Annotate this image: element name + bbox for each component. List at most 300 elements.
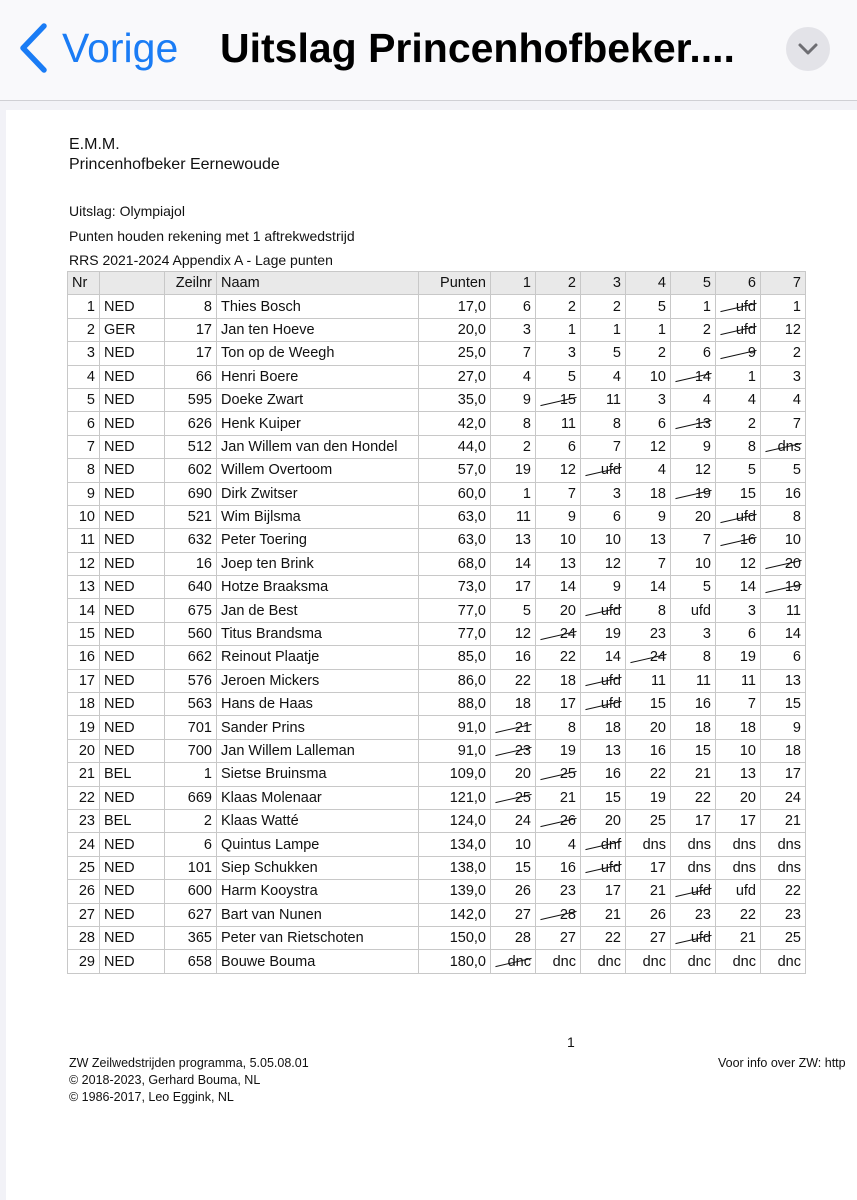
nation-cell: NED <box>100 926 165 949</box>
race-score: 10 <box>761 529 806 552</box>
race-score: 22 <box>626 763 671 786</box>
sail-number-cell: 700 <box>165 739 217 762</box>
nation-cell: NED <box>100 342 165 365</box>
race-score: 16 <box>761 482 806 505</box>
race-score: 8 <box>716 435 761 458</box>
race-score: 9 <box>581 576 626 599</box>
rank-cell: 10 <box>68 505 100 528</box>
sail-number-cell: 576 <box>165 669 217 692</box>
race-score: 13 <box>716 763 761 786</box>
name-cell: Peter Toering <box>217 529 419 552</box>
race-score: 4 <box>626 459 671 482</box>
race-score: 18 <box>626 482 671 505</box>
points-cell: 91,0 <box>419 739 491 762</box>
race-score: ufd <box>671 599 716 622</box>
race-score: 20 <box>536 599 581 622</box>
rank-cell: 4 <box>68 365 100 388</box>
race-score: 10 <box>491 833 536 856</box>
sail-number-cell: 2 <box>165 809 217 832</box>
race-score: 3 <box>761 365 806 388</box>
table-row <box>68 482 806 505</box>
chevron-down-icon <box>797 42 819 56</box>
race-score: 8 <box>491 412 536 435</box>
nation-cell: NED <box>100 786 165 809</box>
race-score: 17 <box>491 576 536 599</box>
rank-cell: 27 <box>68 903 100 926</box>
race-score: dns <box>671 856 716 879</box>
nation-cell: NED <box>100 482 165 505</box>
sail-number-cell: 662 <box>165 646 217 669</box>
race-score: 2 <box>491 435 536 458</box>
race-score: 2 <box>671 318 716 341</box>
race-score: 25 <box>626 809 671 832</box>
race-score: 21 <box>581 903 626 926</box>
discarded-race-score: ufd <box>716 295 761 318</box>
table-row <box>68 646 806 669</box>
points-cell: 68,0 <box>419 552 491 575</box>
back-button[interactable] <box>18 22 178 74</box>
sail-number-cell: 101 <box>165 856 217 879</box>
race-score: 10 <box>536 529 581 552</box>
race-score: dns <box>626 833 671 856</box>
race-score: dnc <box>671 950 716 973</box>
page-title: Uitslag Princenhofbeker.... <box>220 25 735 71</box>
race-score: dns <box>716 856 761 879</box>
nation-cell: NED <box>100 295 165 318</box>
nation-cell: NED <box>100 716 165 739</box>
sail-number-cell: 701 <box>165 716 217 739</box>
race-score: 2 <box>716 412 761 435</box>
col-header: Punten <box>419 272 491 295</box>
sail-number-cell: 595 <box>165 388 217 411</box>
discarded-race-score: 23 <box>491 739 536 762</box>
discarded-race-score: 13 <box>671 412 716 435</box>
discarded-race-score: 24 <box>626 646 671 669</box>
race-score: 22 <box>491 669 536 692</box>
discarded-race-score: dns <box>761 435 806 458</box>
table-row <box>68 786 806 809</box>
sail-number-cell: 17 <box>165 342 217 365</box>
nation-cell: NED <box>100 388 165 411</box>
discarded-race-score: dnf <box>581 833 626 856</box>
col-header: 6 <box>716 272 761 295</box>
points-cell: 85,0 <box>419 646 491 669</box>
race-score: 21 <box>536 786 581 809</box>
rank-cell: 14 <box>68 599 100 622</box>
table-row <box>68 412 806 435</box>
name-cell: Jan de Best <box>217 599 419 622</box>
discarded-race-score: 19 <box>671 482 716 505</box>
nation-cell: NED <box>100 435 165 458</box>
race-score: dnc <box>536 950 581 973</box>
sail-number-cell: 560 <box>165 622 217 645</box>
rank-cell: 3 <box>68 342 100 365</box>
points-cell: 17,0 <box>419 295 491 318</box>
table-row <box>68 599 806 622</box>
points-cell: 77,0 <box>419 599 491 622</box>
race-score: 12 <box>671 459 716 482</box>
discarded-race-score: ufd <box>581 669 626 692</box>
race-score: 28 <box>491 926 536 949</box>
race-score: 16 <box>491 646 536 669</box>
page-number: 1 <box>567 1034 575 1050</box>
race-score: 13 <box>626 529 671 552</box>
col-header: 1 <box>491 272 536 295</box>
table-row <box>68 529 806 552</box>
rank-cell: 7 <box>68 435 100 458</box>
program-version: ZW Zeilwedstrijden programma, 5.05.08.01 <box>69 1056 309 1070</box>
race-score: 7 <box>671 529 716 552</box>
race-score: 6 <box>716 622 761 645</box>
rank-cell: 13 <box>68 576 100 599</box>
race-score: 17 <box>626 856 671 879</box>
race-score: 6 <box>581 505 626 528</box>
points-cell: 138,0 <box>419 856 491 879</box>
race-score: 11 <box>761 599 806 622</box>
race-score: 15 <box>626 693 671 716</box>
race-score: 8 <box>761 505 806 528</box>
rank-cell: 25 <box>68 856 100 879</box>
sail-number-cell: 658 <box>165 950 217 973</box>
discarded-race-score: 21 <box>491 716 536 739</box>
discarded-race-score: dnc <box>491 950 536 973</box>
name-cell: Henk Kuiper <box>217 412 419 435</box>
race-score: 7 <box>716 693 761 716</box>
discarded-race-score: 26 <box>536 809 581 832</box>
race-score: 25 <box>761 926 806 949</box>
rank-cell: 28 <box>68 926 100 949</box>
rank-cell: 5 <box>68 388 100 411</box>
race-score: dns <box>716 833 761 856</box>
points-cell: 60,0 <box>419 482 491 505</box>
race-score: 8 <box>536 716 581 739</box>
points-cell: 109,0 <box>419 763 491 786</box>
race-score: 17 <box>671 809 716 832</box>
race-score: 12 <box>581 552 626 575</box>
points-cell: 139,0 <box>419 880 491 903</box>
discard-line: Punten houden rekening met 1 aftrekwedstrijd <box>69 228 355 244</box>
discarded-race-score: ufd <box>671 926 716 949</box>
table-row <box>68 388 806 411</box>
rank-cell: 19 <box>68 716 100 739</box>
rank-cell: 18 <box>68 693 100 716</box>
race-score: 13 <box>491 529 536 552</box>
race-score: 20 <box>671 505 716 528</box>
race-score: 23 <box>671 903 716 926</box>
col-header: 3 <box>581 272 626 295</box>
nation-cell: NED <box>100 365 165 388</box>
table-row <box>68 435 806 458</box>
discarded-race-score: ufd <box>716 505 761 528</box>
table-row <box>68 739 806 762</box>
race-score: 14 <box>581 646 626 669</box>
sail-number-cell: 365 <box>165 926 217 949</box>
rank-cell: 11 <box>68 529 100 552</box>
race-score: 21 <box>761 809 806 832</box>
points-cell: 88,0 <box>419 693 491 716</box>
nation-cell: NED <box>100 576 165 599</box>
sail-number-cell: 1 <box>165 763 217 786</box>
points-cell: 27,0 <box>419 365 491 388</box>
nav-bar <box>0 0 857 101</box>
rank-cell: 24 <box>68 833 100 856</box>
rank-cell: 8 <box>68 459 100 482</box>
points-cell: 44,0 <box>419 435 491 458</box>
race-score: 22 <box>761 880 806 903</box>
race-score: 5 <box>716 459 761 482</box>
race-score: 24 <box>761 786 806 809</box>
table-row <box>68 926 806 949</box>
race-score: 18 <box>716 716 761 739</box>
name-cell: Hans de Haas <box>217 693 419 716</box>
race-score: 5 <box>671 576 716 599</box>
points-cell: 121,0 <box>419 786 491 809</box>
points-cell: 150,0 <box>419 926 491 949</box>
name-cell: Hotze Braaksma <box>217 576 419 599</box>
race-score: 16 <box>581 763 626 786</box>
sail-number-cell: 521 <box>165 505 217 528</box>
race-score: 11 <box>671 669 716 692</box>
race-score: 4 <box>761 388 806 411</box>
race-score: 18 <box>581 716 626 739</box>
points-cell: 42,0 <box>419 412 491 435</box>
race-score: 22 <box>536 646 581 669</box>
name-cell: Titus Brandsma <box>217 622 419 645</box>
discarded-race-score: ufd <box>671 880 716 903</box>
table-row <box>68 622 806 645</box>
race-score: 22 <box>671 786 716 809</box>
discarded-race-score: 15 <box>536 388 581 411</box>
race-score: 21 <box>716 926 761 949</box>
points-cell: 86,0 <box>419 669 491 692</box>
event-name: Princenhofbeker Eernewoude <box>69 156 280 173</box>
race-score: 23 <box>761 903 806 926</box>
rank-cell: 17 <box>68 669 100 692</box>
race-score: 11 <box>716 669 761 692</box>
document-page[interactable] <box>6 110 857 1200</box>
copyright-line: © 2018-2023, Gerhard Bouma, NL <box>69 1073 261 1087</box>
table-row <box>68 669 806 692</box>
race-score: 19 <box>491 459 536 482</box>
rank-cell: 16 <box>68 646 100 669</box>
nation-cell: BEL <box>100 809 165 832</box>
sail-number-cell: 8 <box>165 295 217 318</box>
name-cell: Reinout Plaatje <box>217 646 419 669</box>
race-score: 8 <box>626 599 671 622</box>
race-score: 17 <box>536 693 581 716</box>
nation-cell: NED <box>100 669 165 692</box>
nation-cell: NED <box>100 459 165 482</box>
sail-number-cell: 16 <box>165 552 217 575</box>
discarded-race-score: ufd <box>581 693 626 716</box>
race-score: 13 <box>581 739 626 762</box>
race-score: 16 <box>671 693 716 716</box>
points-cell: 35,0 <box>419 388 491 411</box>
race-score: 7 <box>491 342 536 365</box>
name-cell: Siep Schukken <box>217 856 419 879</box>
race-score: 16 <box>626 739 671 762</box>
race-score: 4 <box>536 833 581 856</box>
table-row <box>68 809 806 832</box>
nation-cell: NED <box>100 833 165 856</box>
nation-cell: NED <box>100 646 165 669</box>
race-score: 18 <box>491 693 536 716</box>
name-cell: Doeke Zwart <box>217 388 419 411</box>
rank-cell: 1 <box>68 295 100 318</box>
race-score: 21 <box>626 880 671 903</box>
nation-cell: NED <box>100 903 165 926</box>
race-score: 4 <box>671 388 716 411</box>
race-score: 27 <box>491 903 536 926</box>
race-score: 14 <box>491 552 536 575</box>
race-score: 15 <box>581 786 626 809</box>
col-header: Nr <box>68 272 100 295</box>
table-row <box>68 693 806 716</box>
table-row <box>68 365 806 388</box>
race-score: 5 <box>761 459 806 482</box>
discarded-race-score: ufd <box>581 599 626 622</box>
race-score: 11 <box>536 412 581 435</box>
table-row <box>68 342 806 365</box>
race-score: 7 <box>536 482 581 505</box>
discarded-race-score: ufd <box>581 856 626 879</box>
race-score: 2 <box>761 342 806 365</box>
race-score: 27 <box>626 926 671 949</box>
race-score: 6 <box>536 435 581 458</box>
table-row <box>68 459 806 482</box>
race-score: 14 <box>626 576 671 599</box>
table-row <box>68 833 806 856</box>
race-score: 15 <box>671 739 716 762</box>
nation-cell: NED <box>100 693 165 716</box>
discarded-race-score: 24 <box>536 622 581 645</box>
points-cell: 91,0 <box>419 716 491 739</box>
rank-cell: 2 <box>68 318 100 341</box>
table-row <box>68 856 806 879</box>
race-score: 10 <box>671 552 716 575</box>
race-score: 19 <box>581 622 626 645</box>
race-score: 20 <box>716 786 761 809</box>
race-score: 18 <box>671 716 716 739</box>
race-score: 19 <box>626 786 671 809</box>
nation-cell: NED <box>100 599 165 622</box>
race-score: 22 <box>581 926 626 949</box>
sail-number-cell: 627 <box>165 903 217 926</box>
name-cell: Harm Kooystra <box>217 880 419 903</box>
race-score: 13 <box>536 552 581 575</box>
table-row <box>68 552 806 575</box>
nation-cell: NED <box>100 856 165 879</box>
race-score: ufd <box>716 880 761 903</box>
race-score: dnc <box>716 950 761 973</box>
race-score: 20 <box>626 716 671 739</box>
race-score: 10 <box>626 365 671 388</box>
race-score: 16 <box>536 856 581 879</box>
col-header: Zeilnr <box>165 272 217 295</box>
col-header: 2 <box>536 272 581 295</box>
name-cell: Ton op de Weegh <box>217 342 419 365</box>
race-score: 4 <box>581 365 626 388</box>
org-name: E.M.M. <box>69 136 120 153</box>
race-score: 9 <box>536 505 581 528</box>
points-cell: 180,0 <box>419 950 491 973</box>
race-score: 14 <box>761 622 806 645</box>
race-score: 2 <box>626 342 671 365</box>
race-score: 17 <box>581 880 626 903</box>
nation-cell: BEL <box>100 763 165 786</box>
race-score: 6 <box>761 646 806 669</box>
results-body <box>68 295 806 973</box>
rank-cell: 12 <box>68 552 100 575</box>
race-score: 12 <box>761 318 806 341</box>
copyright-line: © 1986-2017, Leo Eggink, NL <box>69 1090 234 1104</box>
name-cell: Jan Willem Lalleman <box>217 739 419 762</box>
race-score: 6 <box>626 412 671 435</box>
rank-cell: 20 <box>68 739 100 762</box>
points-cell: 57,0 <box>419 459 491 482</box>
table-row <box>68 295 806 318</box>
table-row <box>68 880 806 903</box>
rank-cell: 29 <box>68 950 100 973</box>
race-score: 5 <box>626 295 671 318</box>
race-score: 15 <box>716 482 761 505</box>
race-score: 3 <box>626 388 671 411</box>
discarded-race-score: 9 <box>716 342 761 365</box>
race-score: dns <box>671 833 716 856</box>
table-row <box>68 716 806 739</box>
race-score: 5 <box>491 599 536 622</box>
info-link[interactable]: Voor info over ZW: http <box>718 1056 846 1070</box>
col-header: 7 <box>761 272 806 295</box>
sail-number-cell: 66 <box>165 365 217 388</box>
race-score: dnc <box>581 950 626 973</box>
race-score: 6 <box>671 342 716 365</box>
race-score: 7 <box>626 552 671 575</box>
race-score: 9 <box>761 716 806 739</box>
race-score: 1 <box>581 318 626 341</box>
sail-number-cell: 626 <box>165 412 217 435</box>
race-score: 4 <box>716 388 761 411</box>
sail-number-cell: 632 <box>165 529 217 552</box>
discarded-race-score: 25 <box>491 786 536 809</box>
race-score: 3 <box>716 599 761 622</box>
race-score: 19 <box>536 739 581 762</box>
sail-number-cell: 563 <box>165 693 217 716</box>
race-score: 1 <box>626 318 671 341</box>
name-cell: Bouwe Bouma <box>217 950 419 973</box>
nation-cell: NED <box>100 529 165 552</box>
sail-number-cell: 640 <box>165 576 217 599</box>
race-score: 8 <box>671 646 716 669</box>
race-score: 8 <box>581 412 626 435</box>
race-score: 19 <box>716 646 761 669</box>
points-cell: 20,0 <box>419 318 491 341</box>
rank-cell: 23 <box>68 809 100 832</box>
race-score: 23 <box>626 622 671 645</box>
race-score: dnc <box>761 950 806 973</box>
sail-number-cell: 17 <box>165 318 217 341</box>
race-score: 13 <box>761 669 806 692</box>
race-score: dns <box>761 856 806 879</box>
race-score: 3 <box>581 482 626 505</box>
race-score: 14 <box>536 576 581 599</box>
title-menu-button[interactable] <box>786 27 830 71</box>
name-cell: Henri Boere <box>217 365 419 388</box>
race-score: 12 <box>716 552 761 575</box>
race-score: 21 <box>671 763 716 786</box>
race-score: 1 <box>491 482 536 505</box>
discarded-race-score: 14 <box>671 365 716 388</box>
